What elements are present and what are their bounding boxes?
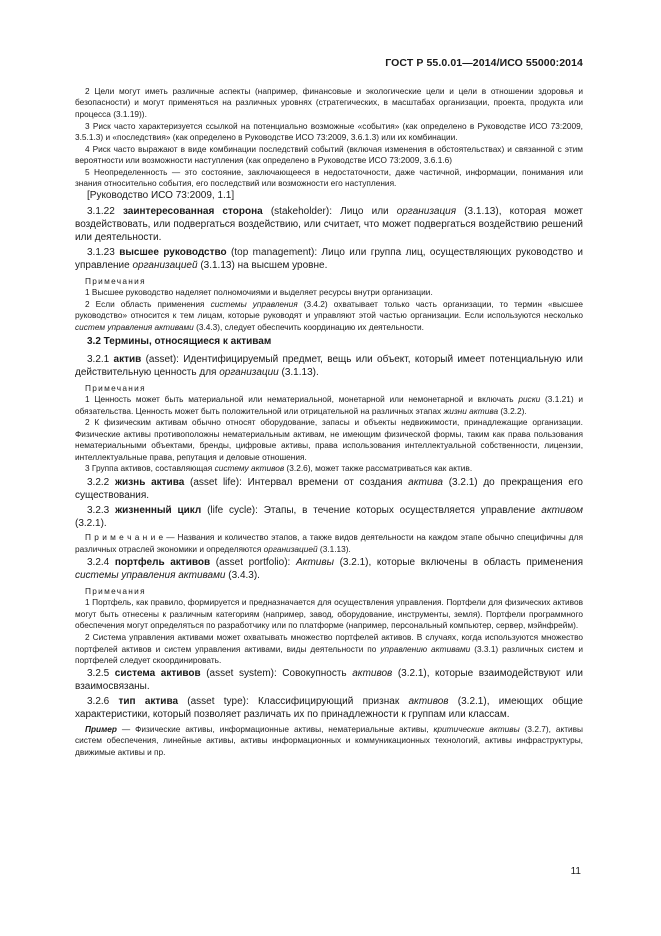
text-run: (3.4.3), следует обеспечить координацию их деятельности. (193, 321, 424, 332)
paragraph (75, 632, 583, 666)
term: система активов (114, 668, 201, 680)
term-reference: организации (219, 366, 279, 378)
text-run: (3.1.21) и обязательства. Ценность может быть положительной или отрицательной на различных этапах (75, 394, 583, 416)
paragraph (75, 247, 583, 273)
term-reference: критические активы (433, 723, 520, 734)
notes-heading (75, 383, 583, 394)
paragraph (75, 477, 583, 503)
term: актив (113, 353, 142, 365)
text-run: Примечания (85, 586, 146, 597)
notes-heading (75, 586, 583, 597)
text-run: (3.2.1), которые включены в область применения (333, 557, 583, 569)
paragraph (75, 696, 583, 722)
term: жизненный цикл (115, 504, 202, 516)
text-run: — Названия и количество этапов, а также видов деятельности на каждом этапе обычно специфичны для различных отраслей экономики и определяются (75, 532, 583, 554)
page-number: 11 (570, 866, 581, 877)
text-run: (stakeholder): Лицо или (262, 206, 397, 218)
text-run: П р и м е ч а н и е (85, 532, 164, 543)
paragraph (75, 532, 583, 555)
text-run: [Руководство ИСО 73:2009, 1.1] (87, 190, 235, 202)
text-run: 3.2.1 (87, 353, 114, 365)
section-heading (75, 336, 583, 349)
text-run: 3.2.4 (87, 557, 115, 569)
text-run: (3.2.1), имеющих общие характеристики, который позволяет различать их по принадлежности к группам или классам. (75, 696, 583, 721)
text-run: (3.2.2). (498, 405, 527, 416)
term: заинтересованная сторона (122, 206, 263, 218)
paragraph (75, 287, 583, 298)
paragraph (75, 417, 583, 463)
text-run: Примечания (85, 382, 146, 393)
text-run: (asset portfolio): (210, 557, 296, 569)
text-run: (top management): Лицо или группа лиц, осуществляющих руководство и управление (75, 246, 583, 271)
text-run: — Физические активы, информационные активы, нематериальные активы, (116, 723, 434, 734)
paragraph (75, 505, 583, 531)
paragraph (75, 597, 583, 631)
paragraph (75, 206, 583, 245)
paragraph (75, 557, 583, 583)
text-run: 3.2.2 (87, 476, 115, 488)
text-run: (3.2.1). (75, 517, 107, 529)
paragraph (75, 724, 583, 758)
term: тип актива (118, 696, 179, 708)
paragraph (75, 354, 583, 380)
text-run: (3.4.2) охватывает только часть организации, то термин «высшее руководство» относится к тем лицам, которые руководят и управляют этой частью организации. Если используются несколько (75, 298, 583, 321)
paragraph (75, 144, 583, 167)
paragraph (75, 167, 583, 190)
text-run: (3.3.1) различных систем и портфелей следует скоординировать. (75, 643, 583, 665)
text-run: (asset system): Совокупность (200, 668, 353, 680)
term-reference: организация (396, 206, 457, 218)
paragraph (75, 463, 583, 474)
term: Пример (85, 723, 117, 734)
text-run: 3 Группа активов, составляющая (85, 463, 215, 474)
text-run: 3.1.23 (87, 246, 120, 258)
text-run: 3 Риск часто характеризуется ссылкой на потенциально возможные «события» (как определено в Руководстве ИСО 73:2009, 3.5.1.3) и «последствия» (как определено в Руководстве ИСО 73:2009, 3.6.1.3) или их комбинации. (75, 120, 583, 143)
term-reference: управлению активами (380, 643, 471, 654)
term-reference: системы управления (210, 298, 298, 309)
text-run: Примечания (85, 275, 146, 286)
paragraph (75, 190, 583, 203)
text-run: (3.2.7), активы систем обеспечения, линейные активы, активы информационных и коммуникационных технологий, активы инфраструктуры, движимые активы и пр. (75, 723, 583, 757)
text-run: (asset life): Интервал времени от создания (184, 476, 409, 488)
term-reference: актива (408, 476, 443, 488)
term-reference: активов (408, 696, 449, 708)
text-run: 3.2.6 (87, 696, 119, 708)
term-reference: жизни актива (443, 405, 499, 416)
text-run: 2 Цели могут иметь различные аспекты (например, финансовые и экологические цели и цели в отношении здоровья и безопасности) и могут применяться на различных уровнях (стратегических, в масштабах организации, проекта, продукта или процесса (3.1.19)). (75, 86, 583, 119)
term-reference: активов (352, 668, 393, 680)
text-run: 1 Высшее руководство наделяет полномочиями и выделяет ресурсы внутри организации. (85, 287, 433, 298)
text-run: (life cycle): Этапы, в течение которых осуществляется управление (201, 504, 542, 516)
notes-heading (75, 276, 583, 287)
text-run: (3.1.13) на высшем уровне. (197, 259, 328, 271)
paragraph (75, 299, 583, 333)
term-reference: риски (518, 394, 541, 405)
text-run: 1 Портфель, как правило, формируется и предназначается для осуществления управления. Портфели для физических активов могут быть отнесены к различным категориям (например, завод, оборудование, инструменты, земля). Портфели программного обеспечения могут определяться по разработчику или по платформе (например, персональный компьютер, сервер, мэйнфрейм). (75, 597, 583, 631)
term-reference: системы управления активами (75, 570, 226, 582)
text-run: (3.1.13). (278, 366, 319, 378)
text-run: (3.1.13). (317, 543, 351, 554)
text-run: (3.2.1) до прекращения его существования. (75, 476, 583, 501)
paragraph (75, 668, 583, 694)
text-run: 4 Риск часто выражают в виде комбинации последствий событий (включая изменения в обстоятельствах) и связанной с этим вероятности или возможности наступления (как определено в Руководстве ИСО 73:2009, 3.6.1.6) (75, 143, 583, 166)
text-run: 3.2.5 (87, 668, 115, 680)
text-run: 2 К физическим активам обычно относят оборудование, запасы и объекты недвижимости, принадлежащие организации. Физические активы противоположны нематериальным активам, не имеющим физической формы, таким как права пользования нематериальными объектами, бренды, цифровые активы, права использования интеллектуальной собственности, лицензии, интеллектуальные права, репутация и деловые отношения. (75, 417, 583, 462)
text-run: 3.2 Термины, относящиеся к активам (87, 336, 272, 348)
document-body (75, 86, 583, 759)
text-run: 5 Неопределенность — это состояние, заключающееся в недостаточности, даже частичной, информации, понимания или знания относительно события, его последствий или возможности его наступления. (75, 167, 583, 189)
text-run: (3.2.6), может также рассматриваться как актив. (284, 463, 473, 474)
term: портфель активов (114, 557, 211, 569)
text-run: 3.1.22 (87, 206, 123, 218)
term-reference: активом (541, 504, 583, 516)
text-run: (3.1.13), которая может воздействовать, или подвергаться воздействию, или считает, что может подвергаться воздействию решений или деятельности. (75, 206, 583, 243)
paragraph (75, 121, 583, 144)
term: высшее руководство (119, 246, 227, 258)
paragraph (75, 86, 583, 120)
paragraph (75, 394, 583, 417)
term-reference: систем управления активами (75, 321, 194, 332)
text-run: 3.2.3 (87, 504, 116, 516)
text-run: (3.2.1), которые взаимодействуют или взаимосвязаны. (75, 668, 583, 693)
text-run: (asset type): Классифицирующий признак (178, 696, 409, 708)
text-run: 1 Ценность может быть материальной или нематериальной, монетарной или немонетарной и включать (85, 394, 519, 405)
term-reference: систему активов (214, 463, 285, 474)
term: жизнь актива (114, 476, 185, 488)
term-reference: организацией (132, 259, 198, 271)
text-run: (3.4.3). (225, 570, 260, 582)
document-header: ГОСТ Р 55.0.01—2014/ИСО 55000:2014 (385, 57, 583, 69)
term-reference: организацией (263, 543, 318, 554)
text-run: (asset): Идентифицируемый предмет, вещь или объект, который имеет потенциальную или действительную ценность для (75, 353, 583, 378)
term-reference: Активы (295, 557, 334, 569)
text-run: 2 Если область применения (85, 298, 211, 309)
text-run: 2 Система управления активами может охватывать множество портфелей активов. В случаях, когда используются множество портфелей активов и систем управления активами, виды деятельности по (75, 632, 583, 654)
